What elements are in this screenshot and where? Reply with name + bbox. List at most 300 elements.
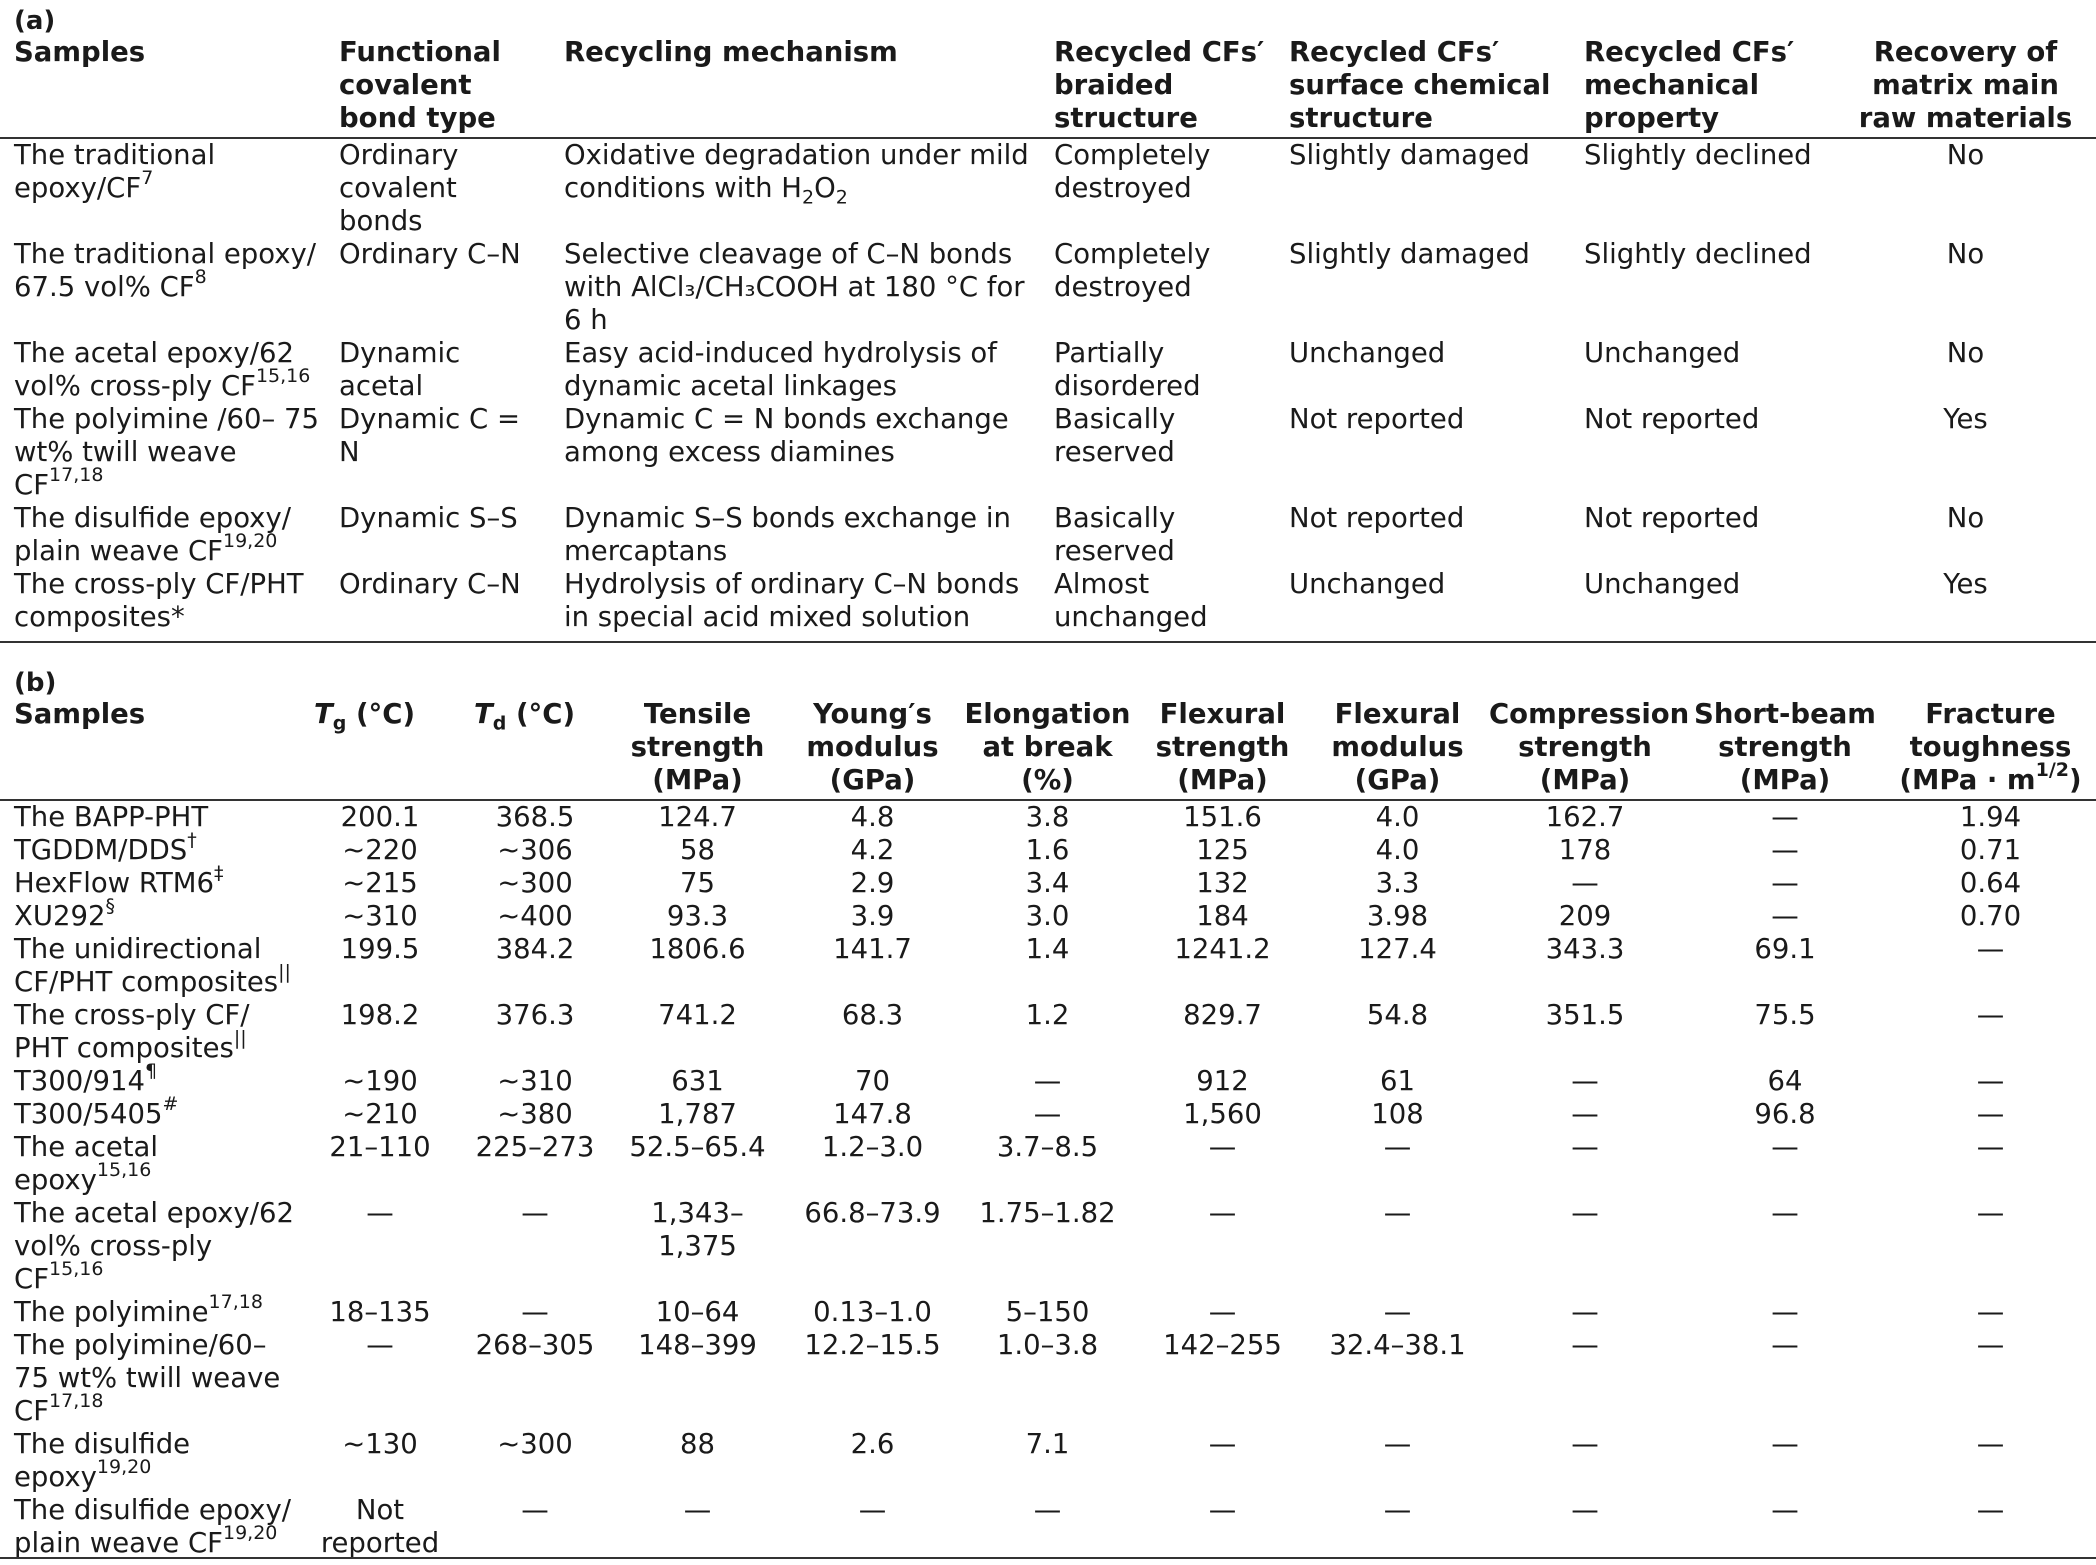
comp-cell: — <box>1571 867 1599 899</box>
elong-cell: 3.8 <box>1025 801 1070 833</box>
surface-cell: Not reported <box>1289 502 1465 534</box>
sample-name: The disulfide epoxy/ plain weave CF <box>14 1494 291 1559</box>
flex-s-cell: 1,560 <box>1183 1098 1262 1130</box>
young-cell: 66.8–73.9 <box>804 1197 941 1229</box>
flex-m-cell: 4.0 <box>1375 801 1420 833</box>
young-cell: 70 <box>855 1065 890 1097</box>
braided-cell: Completely destroyed <box>1054 139 1211 204</box>
tensile-cell: 93.3 <box>666 900 729 932</box>
header-compression: Compression strength (MPa) <box>1489 698 1690 796</box>
tg-cell: 21–110 <box>329 1131 431 1163</box>
comp-cell: — <box>1571 1098 1599 1130</box>
recovery-cell: Yes <box>1943 403 1988 435</box>
elong-cell: 1.0–3.8 <box>996 1329 1099 1361</box>
recovery-cell: No <box>1946 502 1985 534</box>
tg-cell: 199.5 <box>340 933 420 965</box>
td-cell: 268–305 <box>475 1329 595 1361</box>
mechanical-cell: Slightly declined <box>1584 238 1812 270</box>
sbs-cell: — <box>1771 1428 1799 1460</box>
comp-cell: — <box>1571 1494 1599 1526</box>
flex-m-cell: 61 <box>1380 1065 1415 1097</box>
mechanism-cell <box>550 568 1040 634</box>
frac-cell: 1.94 <box>1959 801 2022 833</box>
sbs-cell: — <box>1771 1296 1799 1328</box>
mechanical-cell: Not reported <box>1584 502 1760 534</box>
flex-m-cell: 32.4–38.1 <box>1329 1329 1466 1361</box>
frac-cell: — <box>1976 1494 2005 1526</box>
tg-cell: 18–135 <box>329 1296 431 1328</box>
table-row <box>0 900 2096 933</box>
sample-reference: 7 <box>141 166 154 189</box>
frac-cell: — <box>1976 1098 2005 1130</box>
elong-cell: 1.6 <box>1025 834 1070 866</box>
table-row <box>0 403 2096 502</box>
table-row <box>0 999 2096 1065</box>
braided-cell: Almost unchanged <box>1054 568 1208 633</box>
header-fracture-sup: 1/2 <box>2035 758 2069 781</box>
recovery-cell: Yes <box>1943 568 1988 600</box>
tensile-cell: 75 <box>680 867 715 899</box>
bond-type-cell: Ordinary C–N <box>339 568 521 600</box>
sample-name: The polyimine/60– 75 wt% twill weave CF <box>14 1329 281 1427</box>
frac-cell: — <box>1976 999 2005 1031</box>
sample-name: The unidirectional CF/PHT composites <box>14 933 279 998</box>
td-cell: ~300 <box>497 1428 573 1460</box>
sbs-cell: — <box>1771 1197 1799 1229</box>
sbs-cell: — <box>1771 1131 1799 1163</box>
comp-cell: 178 <box>1558 834 1612 866</box>
comp-cell: — <box>1571 1065 1599 1097</box>
sample-name: The disulfide epoxy/ plain weave CF <box>14 502 291 567</box>
sbs-cell: 96.8 <box>1754 1098 1816 1130</box>
surface-cell: Not reported <box>1289 403 1465 435</box>
sample-cell <box>0 403 325 502</box>
sample-cell <box>0 238 325 337</box>
table-a-label: (a) <box>14 6 56 36</box>
elong-cell: 1.75–1.82 <box>979 1197 1116 1229</box>
flex-m-cell: 3.98 <box>1366 900 1429 932</box>
tensile-cell: 1,343–1,375 <box>651 1197 744 1262</box>
flex-m-cell: — <box>1383 1296 1412 1328</box>
mechanism-text: Dynamic S–S bonds exchange in mercaptans <box>564 502 1011 567</box>
braided-cell: Completely destroyed <box>1054 238 1211 303</box>
sample-cell <box>0 138 325 238</box>
td-cell: 384.2 <box>495 933 575 965</box>
tensile-cell: 52.5–65.4 <box>629 1131 766 1163</box>
sample-cell <box>0 1290 300 1329</box>
td-cell: ~380 <box>497 1098 573 1130</box>
flex-s-cell: 132 <box>1196 867 1249 899</box>
young-cell: 4.2 <box>850 834 895 866</box>
elong-cell: 1.2 <box>1025 999 1070 1031</box>
flex-s-cell: — <box>1208 1296 1237 1328</box>
mechanical-cell: Slightly declined <box>1584 139 1812 171</box>
tensile-cell: 58 <box>680 834 715 866</box>
sample-cell <box>0 1494 300 1560</box>
surface-cell: Unchanged <box>1289 568 1446 600</box>
table-a <box>0 36 2096 634</box>
sample-reference: † <box>187 828 197 851</box>
young-cell: 2.6 <box>850 1428 895 1460</box>
sample-reference: 19,20 <box>222 1521 278 1544</box>
comp-cell: — <box>1571 1131 1599 1163</box>
sbs-cell: — <box>1771 1494 1799 1526</box>
table-b-body <box>0 800 2096 1560</box>
flex-m-cell: 108 <box>1371 1098 1424 1130</box>
sample-cell <box>0 999 300 1065</box>
sample-reference: 8 <box>194 265 207 288</box>
sample-name: The disulfide epoxy <box>14 1428 191 1493</box>
header-td <box>460 698 610 800</box>
table-b <box>0 698 2096 1560</box>
elong-cell: — <box>1033 1494 1062 1526</box>
table-row <box>0 1197 2096 1296</box>
tg-cell: 198.2 <box>340 999 420 1031</box>
td-cell: 225–273 <box>475 1131 595 1163</box>
sample-reference: || <box>278 960 291 983</box>
elong-cell: 3.7–8.5 <box>996 1131 1099 1163</box>
young-cell: 141.7 <box>833 933 912 965</box>
young-cell: 68.3 <box>841 999 904 1031</box>
sample-name: TGDDM/DDS <box>14 834 188 866</box>
table-b-header-row <box>0 698 2096 800</box>
comp-cell: 162.7 <box>1545 801 1625 833</box>
table-row <box>0 1494 2096 1560</box>
elong-cell: — <box>1033 1098 1062 1130</box>
tensile-cell: 10–64 <box>655 1296 740 1328</box>
sample-cell <box>0 1197 300 1296</box>
sample-reference: 19,20 <box>222 529 278 552</box>
sample-name: The polyimine /60– 75 wt% twill weave CF <box>14 403 319 501</box>
sample-cell <box>0 1428 300 1494</box>
sbs-cell: 69.1 <box>1754 933 1816 965</box>
sample-cell <box>0 1329 300 1428</box>
table-row <box>0 568 2096 634</box>
sample-reference: § <box>105 894 115 917</box>
sbs-cell: — <box>1771 900 1799 932</box>
td-cell: ~300 <box>497 867 573 899</box>
sample-cell <box>0 337 325 403</box>
tg-cell: — <box>366 1329 394 1361</box>
recovery-cell: No <box>1946 238 1985 270</box>
sample-name: The cross-ply CF/PHT composites* <box>14 568 304 633</box>
flex-m-cell: 4.0 <box>1375 834 1420 866</box>
sample-reference: ¶ <box>145 1059 158 1082</box>
tensile-cell: 741.2 <box>658 999 737 1031</box>
sbs-cell: 64 <box>1767 1065 1803 1097</box>
table-a-bottom-rule <box>0 641 2096 643</box>
header-fracture-text: Fracture toughness (MPa · m <box>1899 698 2072 796</box>
td-cell: ~306 <box>497 834 573 866</box>
sample-reference: 15,16 <box>255 364 311 387</box>
sample-name: The traditional epoxy/CF <box>14 139 216 204</box>
young-cell: 1.2–3.0 <box>821 1131 924 1163</box>
mechanism-cell <box>550 337 1040 403</box>
table-row <box>0 1065 2096 1098</box>
flex-s-cell: 829.7 <box>1183 999 1262 1031</box>
mechanism-text: Easy acid-induced hydrolysis of dynamic acetal linkages <box>564 337 997 402</box>
flex-s-cell: 1241.2 <box>1174 933 1271 965</box>
header-surface: Recycled CFs′ surface chemical structure <box>1289 36 1551 134</box>
young-cell: 12.2–15.5 <box>804 1329 941 1361</box>
td-cell: — <box>521 1197 549 1229</box>
tensile-cell: 124.7 <box>658 801 737 833</box>
sample-name: The acetal epoxy/62 vol% cross-ply CF <box>14 1197 294 1295</box>
tg-cell: 200.1 <box>340 801 420 833</box>
header-td-unit: (°C) <box>506 698 576 730</box>
table-row <box>0 502 2096 568</box>
sample-name: T300/5405 <box>14 1098 163 1130</box>
sample-reference: || <box>233 1026 247 1049</box>
surface-cell: Slightly damaged <box>1289 139 1530 171</box>
sample-name: The acetal epoxy <box>14 1131 159 1196</box>
sample-reference: ‡ <box>214 861 224 884</box>
header-samples-b: Samples <box>14 698 146 730</box>
sample-reference: 17,18 <box>208 1290 263 1313</box>
sample-cell <box>0 568 325 634</box>
frac-cell: 0.71 <box>1959 834 2022 866</box>
mechanism-subscript: 2 <box>801 186 815 209</box>
tg-cell: ~215 <box>342 867 418 899</box>
mechanism-cell <box>550 238 1040 337</box>
tg-cell: ~220 <box>342 834 418 866</box>
td-cell: 368.5 <box>495 801 575 833</box>
young-cell: 0.13–1.0 <box>813 1296 932 1328</box>
sample-name: The polyimine <box>14 1296 209 1328</box>
bond-type-cell: Ordinary covalent bonds <box>339 139 459 237</box>
table-a-body <box>0 138 2096 634</box>
braided-cell: Basically reserved <box>1054 403 1176 468</box>
flex-m-cell: 127.4 <box>1358 933 1437 965</box>
sample-cell <box>0 800 300 834</box>
mechanical-cell: Unchanged <box>1584 568 1741 600</box>
recovery-cell: No <box>1946 337 1985 369</box>
td-cell: — <box>521 1494 549 1526</box>
frac-cell: — <box>1976 1197 2005 1229</box>
tg-cell: ~130 <box>342 1428 418 1460</box>
header-elongation: Elongation at break (%) <box>964 698 1131 796</box>
sbs-cell: 75.5 <box>1754 999 1816 1031</box>
surface-cell: Unchanged <box>1289 337 1446 369</box>
header-mechanical: Recycled CFs′ mechanical property <box>1584 36 1795 134</box>
header-td-sub: d <box>492 712 507 735</box>
tg-cell: Not reported <box>320 1494 440 1559</box>
tg-cell: ~210 <box>342 1098 418 1130</box>
flex-s-cell: 142–255 <box>1163 1329 1282 1361</box>
comp-cell: 351.5 <box>1545 999 1625 1031</box>
frac-cell: — <box>1976 1428 2005 1460</box>
frac-cell: — <box>1976 933 2005 965</box>
flex-s-cell: 912 <box>1196 1065 1249 1097</box>
sample-reference: # <box>162 1092 179 1115</box>
header-samples: Samples <box>14 36 146 68</box>
tensile-cell: 631 <box>671 1065 724 1097</box>
flex-s-cell: 184 <box>1196 900 1249 932</box>
flex-s-cell: — <box>1208 1131 1237 1163</box>
header-tensile: Tensile strength (MPa) <box>630 698 765 796</box>
sample-cell <box>0 828 300 867</box>
flex-s-cell: — <box>1208 1494 1237 1526</box>
mechanism-text: Oxidative degradation under mild conditions with H <box>564 139 1029 204</box>
table-row <box>0 238 2096 337</box>
table-row <box>0 933 2096 999</box>
young-cell: 4.8 <box>850 801 895 833</box>
mechanism-cell <box>550 502 1040 568</box>
mechanism-text: Hydrolysis of ordinary C–N bonds in special acid mixed solution <box>564 568 1020 633</box>
header-bond-type: Functional covalent bond type <box>339 36 501 134</box>
sample-reference: 17,18 <box>49 463 104 486</box>
young-cell: 147.8 <box>833 1098 912 1130</box>
flex-m-cell: — <box>1383 1428 1412 1460</box>
sample-name: T300/914 <box>14 1065 146 1097</box>
sample-name: The acetal epoxy/62 vol% cross-ply CF <box>14 337 294 402</box>
sbs-cell: — <box>1771 1329 1799 1361</box>
table-b-label: (b) <box>14 668 57 698</box>
mechanism-subscript: 2 <box>835 186 848 209</box>
header-tg-unit: (°C) <box>346 698 416 730</box>
tensile-cell: 1806.6 <box>649 933 746 965</box>
bond-type-cell: Ordinary C–N <box>339 238 521 270</box>
sample-cell <box>0 1059 300 1098</box>
flex-m-cell: — <box>1383 1131 1412 1163</box>
bond-type-cell: Dynamic C = N <box>339 403 521 468</box>
sample-reference: 15,16 <box>49 1257 104 1280</box>
mechanism-text-tail: O <box>814 172 836 204</box>
sample-reference: 15,16 <box>96 1158 152 1181</box>
elong-cell: 3.0 <box>1025 900 1070 932</box>
frac-cell: — <box>1976 1329 2005 1361</box>
table-b-bottom-rule <box>0 1557 2096 1559</box>
header-td-symbol: T <box>474 698 493 730</box>
sample-name: The traditional epoxy/ 67.5 vol% CF <box>14 238 317 303</box>
sample-name: The cross-ply CF/ PHT composites <box>14 999 250 1064</box>
flex-m-cell: — <box>1383 1494 1412 1526</box>
header-braided: Recycled CFs′ braided structure <box>1054 36 1265 134</box>
braided-cell: Partially disordered <box>1054 337 1201 402</box>
mechanism-cell <box>550 403 1040 502</box>
table-row <box>0 1098 2096 1131</box>
sample-cell <box>0 861 300 900</box>
mechanical-cell: Unchanged <box>1584 337 1741 369</box>
table-a-header-row <box>0 36 2096 138</box>
tensile-cell: — <box>683 1494 712 1526</box>
sample-name: XU292 <box>14 900 106 932</box>
bond-type-cell: Dynamic acetal <box>339 337 461 402</box>
elong-cell: 3.4 <box>1025 867 1070 899</box>
tg-cell: ~310 <box>342 900 418 932</box>
frac-cell: 0.64 <box>1959 867 2022 899</box>
header-tg-sub: g <box>332 712 347 735</box>
elong-cell: 1.4 <box>1025 933 1070 965</box>
mechanism-cell <box>550 138 1040 238</box>
sample-name: HexFlow RTM6 <box>14 867 215 899</box>
bond-type-cell: Dynamic S–S <box>339 502 518 534</box>
table-row <box>0 1296 2096 1329</box>
table-row <box>0 1131 2096 1197</box>
header-flexural-modulus: Flexural modulus (GPa) <box>1331 698 1464 796</box>
table-row <box>0 138 2096 238</box>
flex-m-cell: — <box>1383 1197 1412 1229</box>
comp-cell: 343.3 <box>1545 933 1625 965</box>
sample-reference: 19,20 <box>96 1455 152 1478</box>
flex-m-cell: 54.8 <box>1366 999 1429 1031</box>
table-row <box>0 800 2096 834</box>
surface-cell: Slightly damaged <box>1289 238 1530 270</box>
header-recovery: Recovery of matrix main raw materials <box>1858 36 2073 134</box>
sample-cell <box>0 933 300 999</box>
table-row <box>0 1428 2096 1494</box>
frac-cell: — <box>1976 1296 2005 1328</box>
header-flexural-strength: Flexural strength (MPa) <box>1155 698 1290 796</box>
comp-cell: — <box>1571 1197 1599 1229</box>
tensile-cell: 88 <box>680 1428 715 1460</box>
sample-cell <box>0 1092 300 1131</box>
header-short-beam: Short-beam strength (MPa) <box>1694 698 1876 796</box>
table-row <box>0 337 2096 403</box>
young-cell: 2.9 <box>850 867 895 899</box>
recovery-cell: No <box>1946 139 1985 171</box>
td-cell: ~400 <box>497 900 573 932</box>
header-fracture-tail: ) <box>2068 764 2082 796</box>
frac-cell: — <box>1976 1131 2005 1163</box>
td-cell: — <box>521 1296 549 1328</box>
elong-cell: 5–150 <box>1005 1296 1090 1328</box>
sample-cell <box>0 894 300 933</box>
header-tg <box>300 698 460 800</box>
comp-cell: — <box>1571 1428 1599 1460</box>
sample-cell <box>0 1131 300 1197</box>
sample-cell <box>0 502 325 568</box>
flex-s-cell: 151.6 <box>1183 801 1262 833</box>
tensile-cell: 148–399 <box>638 1329 757 1361</box>
elong-cell: 7.1 <box>1025 1428 1070 1460</box>
flex-s-cell: — <box>1208 1428 1237 1460</box>
header-tg-symbol: T <box>314 698 333 730</box>
header-mechanism: Recycling mechanism <box>564 36 898 68</box>
young-cell: 3.9 <box>850 900 895 932</box>
table-row <box>0 834 2096 867</box>
flex-m-cell: 3.3 <box>1375 867 1420 899</box>
tg-cell: — <box>366 1197 394 1229</box>
header-fracture <box>1885 698 2096 800</box>
table-row <box>0 1329 2096 1428</box>
frac-cell: 0.70 <box>1959 900 2022 932</box>
table-row <box>0 867 2096 900</box>
header-young: Young′s modulus (GPa) <box>806 698 939 796</box>
elong-cell: — <box>1033 1065 1062 1097</box>
tensile-cell: 1,787 <box>658 1098 737 1130</box>
tg-cell: ~190 <box>342 1065 418 1097</box>
sbs-cell: — <box>1771 834 1799 866</box>
frac-cell: — <box>1976 1065 2005 1097</box>
sample-name: The BAPP-PHT <box>14 801 209 833</box>
young-cell: — <box>858 1494 887 1526</box>
mechanism-text: Selective cleavage of C–N bonds with AlCl₃/CH₃COOH at 180 °C for 6 h <box>564 238 1025 336</box>
braided-cell: Basically reserved <box>1054 502 1176 567</box>
comp-cell: — <box>1571 1329 1599 1361</box>
flex-s-cell: — <box>1208 1197 1237 1229</box>
comp-cell: — <box>1571 1296 1599 1328</box>
mechanical-cell: Not reported <box>1584 403 1760 435</box>
td-cell: 376.3 <box>495 999 575 1031</box>
sbs-cell: — <box>1771 801 1799 833</box>
comp-cell: 209 <box>1558 900 1612 932</box>
sbs-cell: — <box>1771 867 1799 899</box>
flex-s-cell: 125 <box>1196 834 1249 866</box>
mechanism-text: Dynamic C = N bonds exchange among excess diamines <box>564 403 1009 468</box>
sample-reference: 17,18 <box>49 1389 104 1412</box>
td-cell: ~310 <box>497 1065 573 1097</box>
